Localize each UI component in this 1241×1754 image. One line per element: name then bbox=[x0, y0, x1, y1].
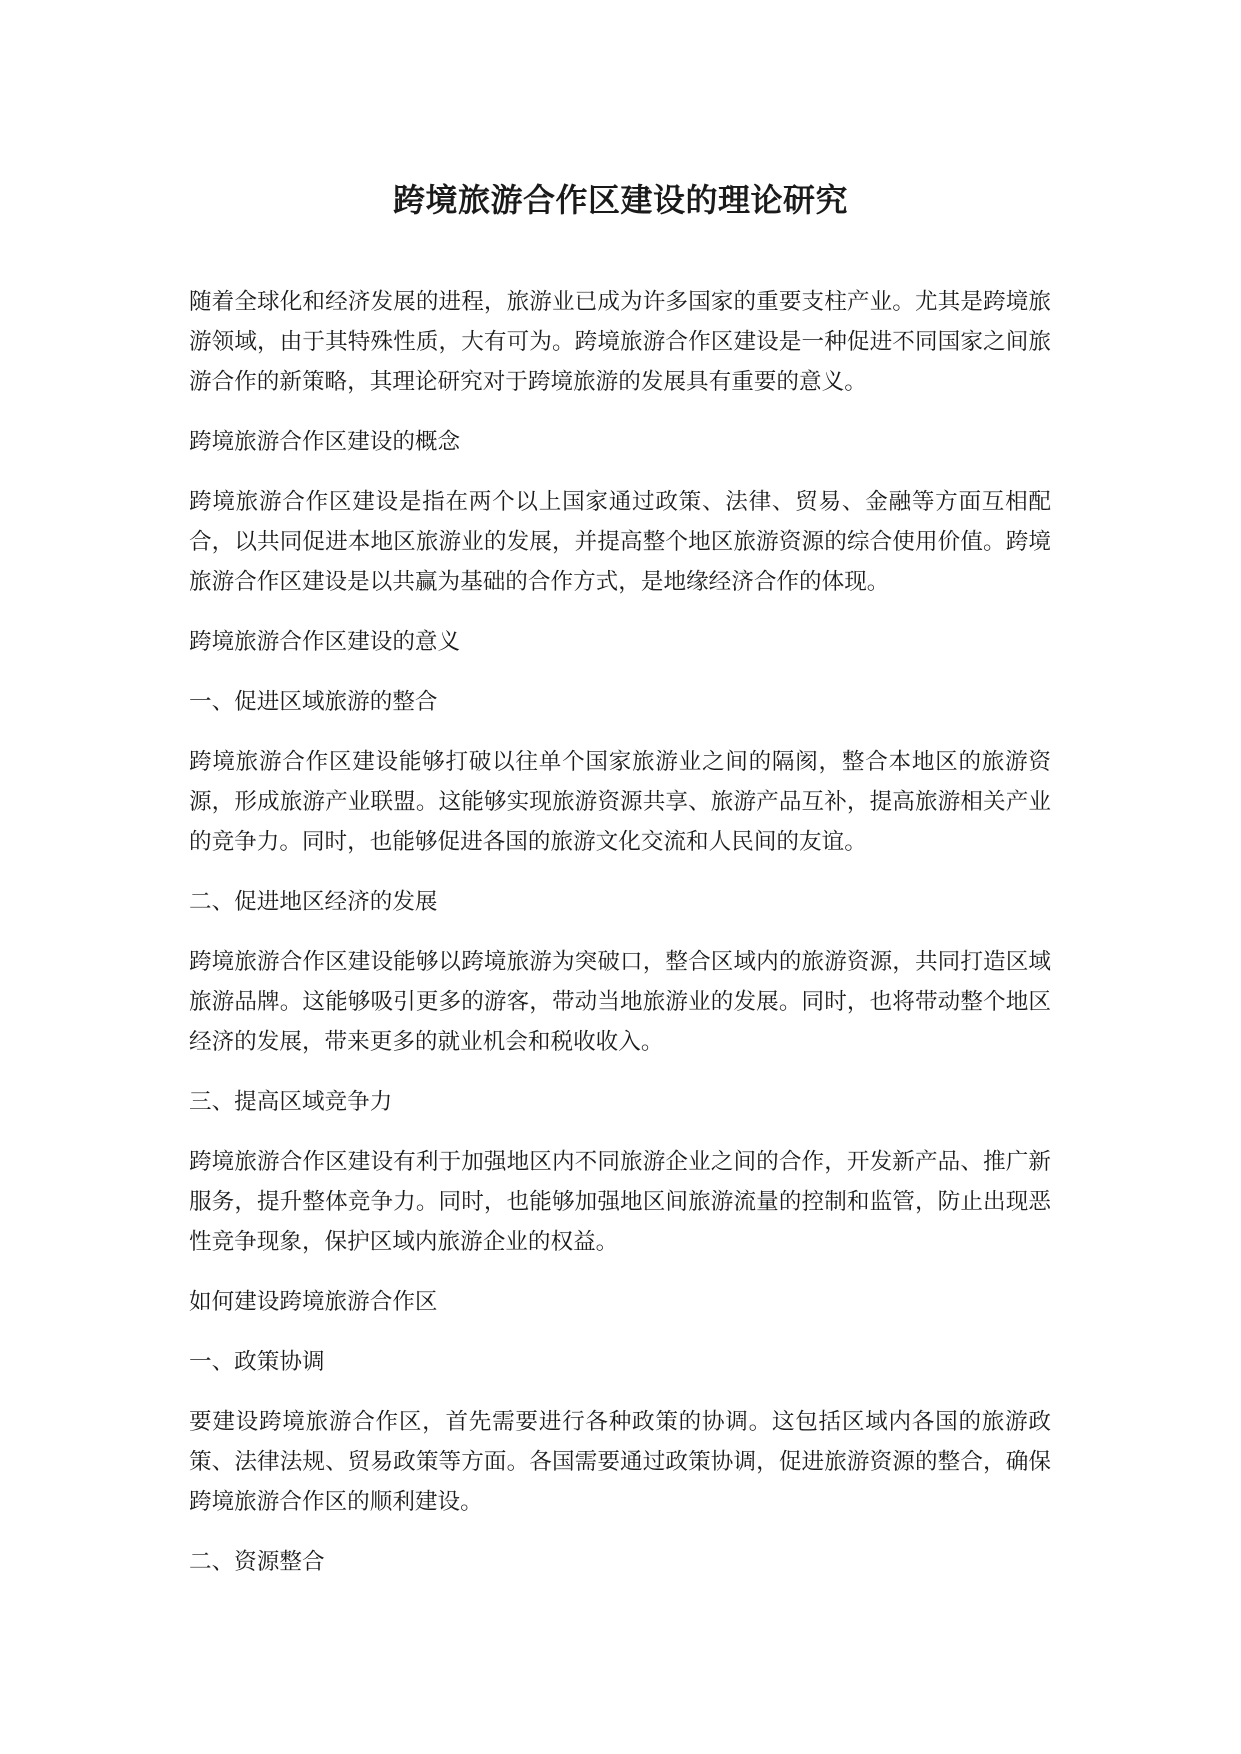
subheading-economy: 二、促进地区经济的发展 bbox=[189, 889, 438, 915]
subheading-resources: 二、资源整合 bbox=[189, 1549, 325, 1575]
document-title: 跨境旅游合作区建设的理论研究 bbox=[392, 181, 848, 219]
section-heading-how-to-build: 如何建设跨境旅游合作区 bbox=[189, 1289, 438, 1315]
paragraph-economy: 跨境旅游合作区建设能够以跨境旅游为突破口，整合区域内的旅游资源，共同打造区域旅游品牌。这能够吸引更多的游客，带动当地旅游业的发展。同时，也将带动整个地区经济的发展，带来更多的就业机会和税收收入。 bbox=[189, 949, 1051, 1055]
section-heading-significance: 跨境旅游合作区建设的意义 bbox=[189, 629, 461, 655]
paragraph-concept: 跨境旅游合作区建设是指在两个以上国家通过政策、法律、贸易、金融等方面互相配合，以共同促进本地区旅游业的发展，并提高整个地区旅游资源的综合使用价值。跨境旅游合作区建设是以共赢为基础的合作方式，是地缘经济合作的体现。 bbox=[189, 489, 1051, 595]
paragraph-integration: 跨境旅游合作区建设能够打破以往单个国家旅游业之间的隔阂，整合本地区的旅游资源，形成旅游产业联盟。这能够实现旅游资源共享、旅游产品互补，提高旅游相关产业的竞争力。同时，也能够促进各国的旅游文化交流和人民间的友谊。 bbox=[189, 749, 1051, 855]
section-heading-concept: 跨境旅游合作区建设的概念 bbox=[189, 429, 461, 455]
paragraph-competitiveness: 跨境旅游合作区建设有利于加强地区内不同旅游企业之间的合作，开发新产品、推广新服务，提升整体竞争力。同时，也能够加强地区间旅游流量的控制和监管，防止出现恶性竞争现象，保护区域内旅游企业的权益。 bbox=[189, 1149, 1051, 1255]
subheading-integration: 一、促进区域旅游的整合 bbox=[189, 689, 438, 715]
paragraph-intro: 随着全球化和经济发展的进程，旅游业已成为许多国家的重要支柱产业。尤其是跨境旅游领域，由于其特殊性质，大有可为。跨境旅游合作区建设是一种促进不同国家之间旅游合作的新策略，其理论研究对于跨境旅游的发展具有重要的意义。 bbox=[189, 289, 1051, 395]
document-body bbox=[189, 282, 1051, 1602]
paragraph-policy: 要建设跨境旅游合作区，首先需要进行各种政策的协调。这包括区域内各国的旅游政策、法律法规、贸易政策等方面。各国需要通过政策协调，促进旅游资源的整合，确保跨境旅游合作区的顺利建设。 bbox=[189, 1409, 1051, 1515]
subheading-policy: 一、政策协调 bbox=[189, 1349, 325, 1375]
subheading-competitiveness: 三、提高区域竞争力 bbox=[189, 1089, 393, 1115]
